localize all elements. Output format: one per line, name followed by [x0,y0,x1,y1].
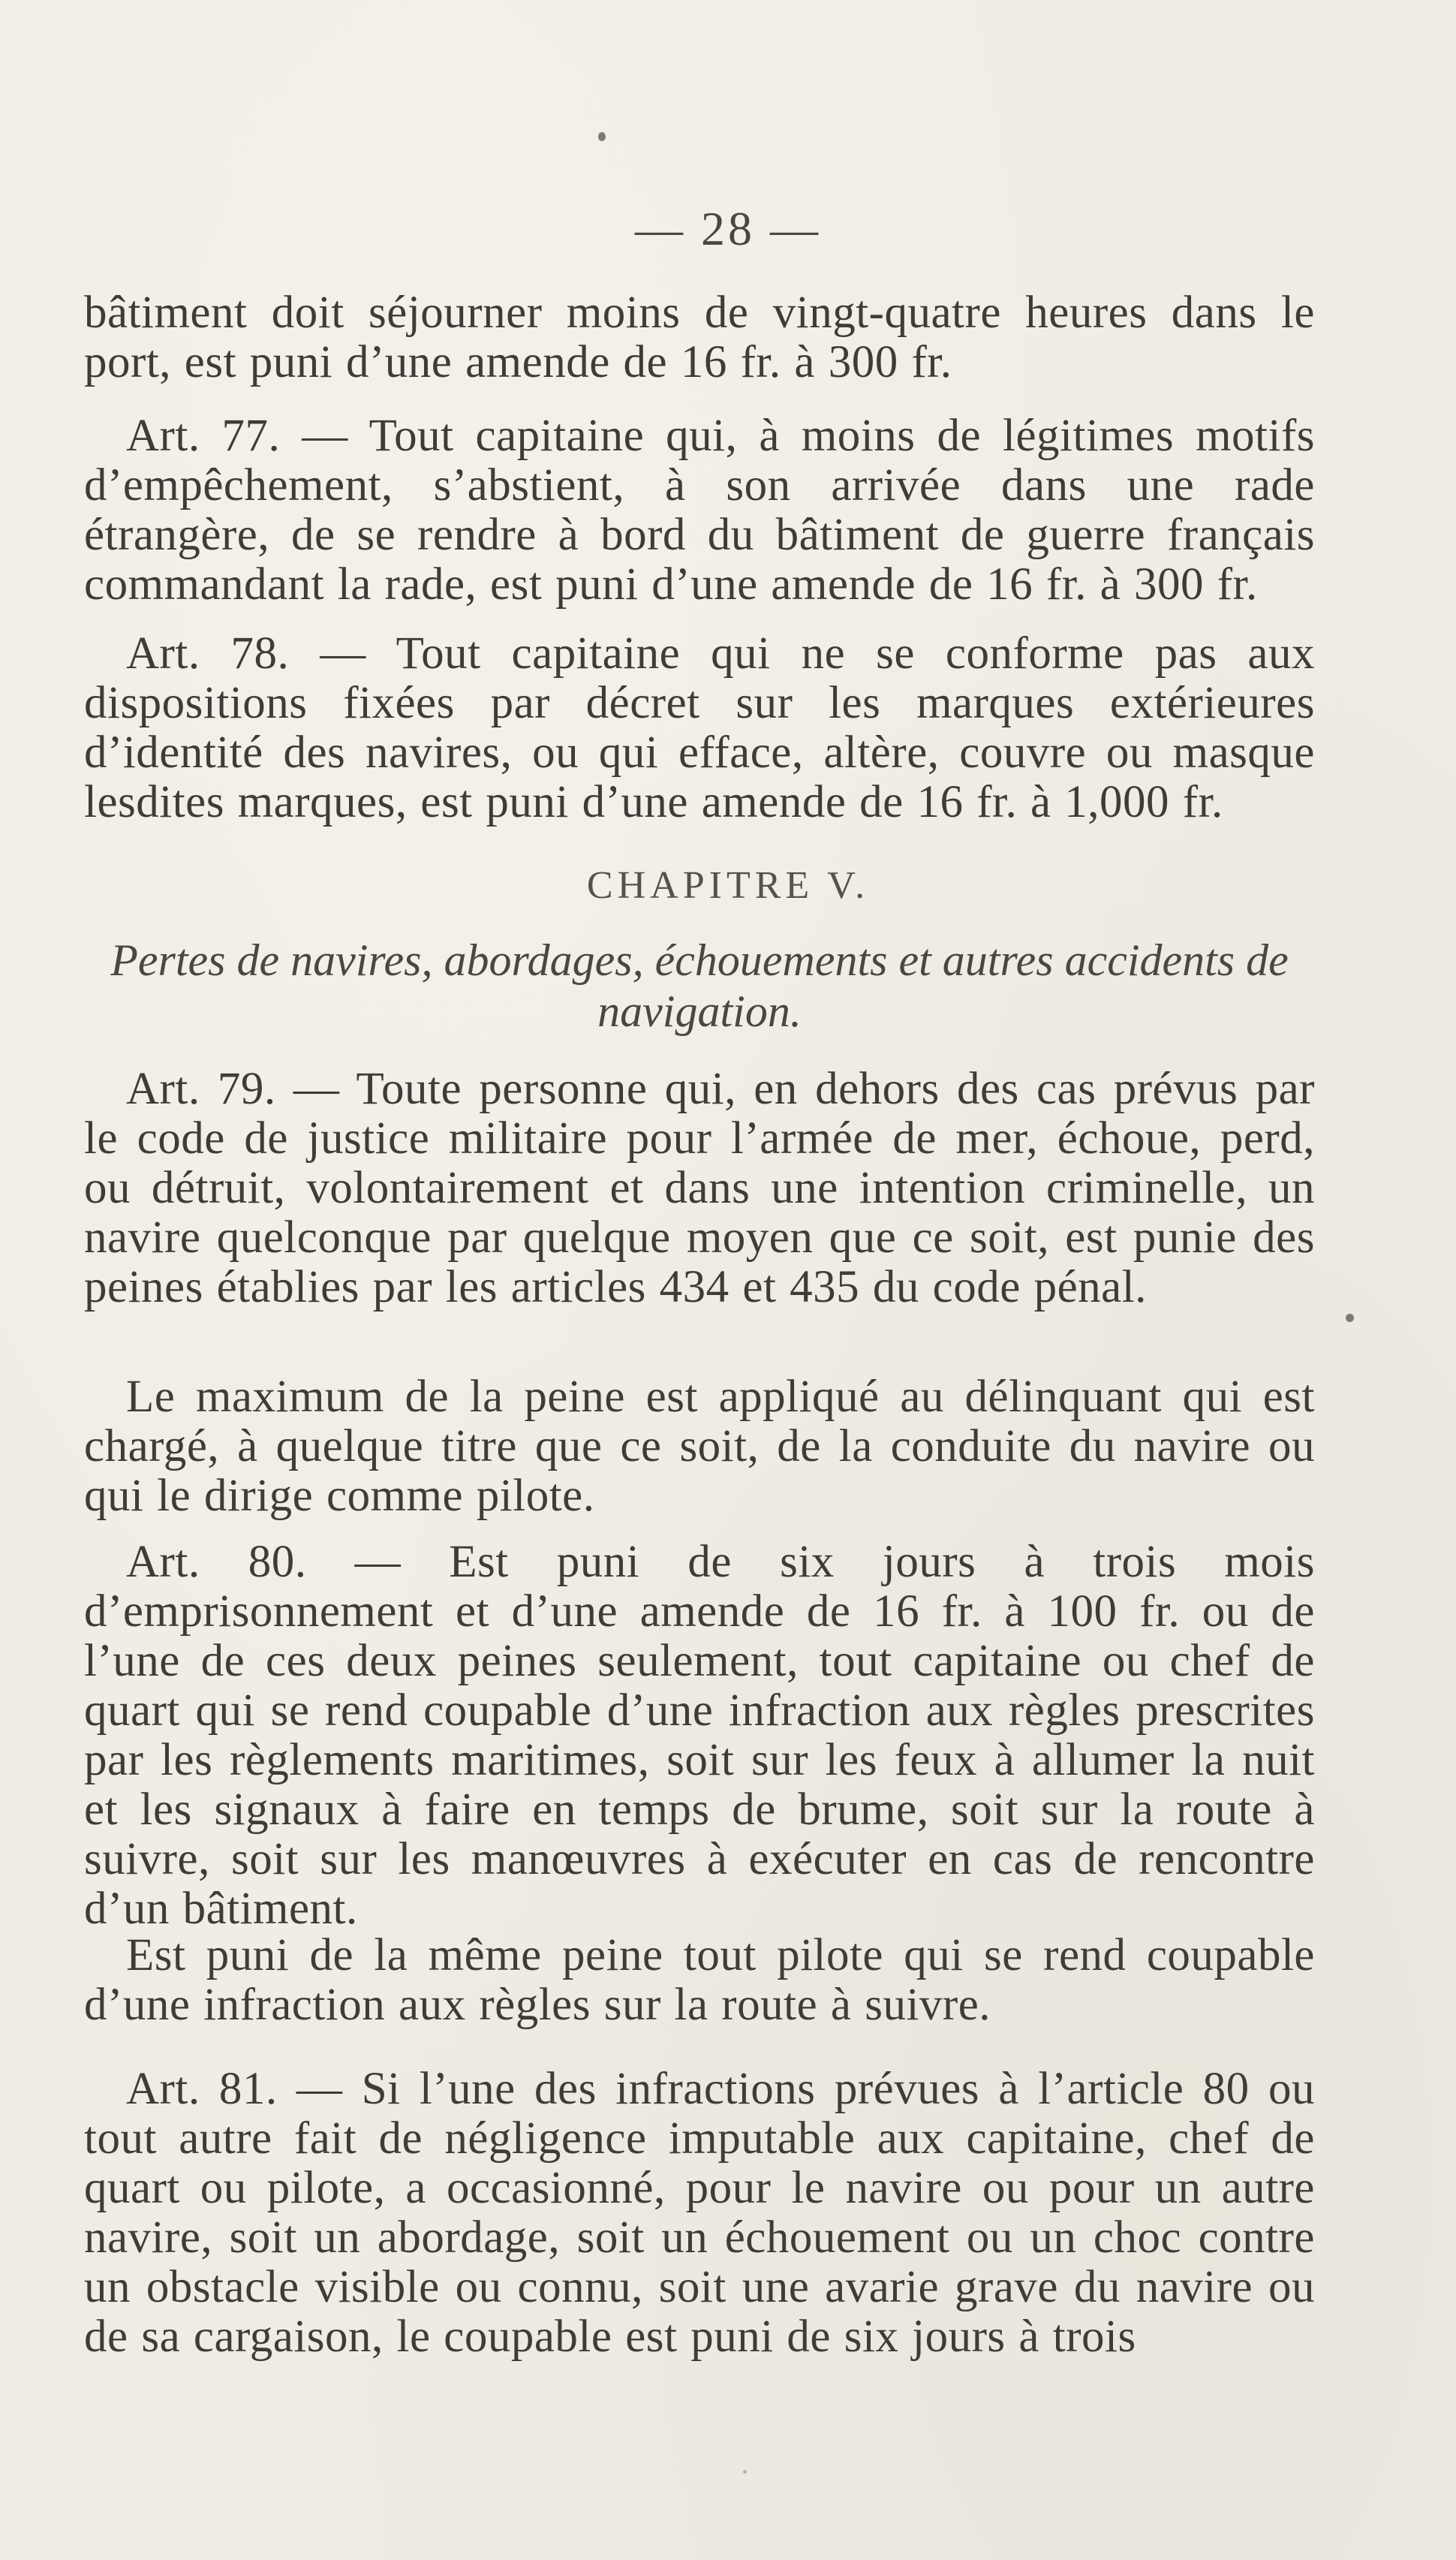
ink-speck [1346,1314,1354,1322]
ink-speck [743,2470,747,2474]
paragraph-art80-second: Est puni de la même peine tout pilote qui se rend coupable d’une infraction aux règles sur la route à suivre. [84,1930,1315,2030]
chapter-title: CHAPITRE V. [586,864,870,907]
paragraph-art79-second: Le maximum de la peine est appliqué au délinquant qui est chargé, à quelque titre que ce soit, de la conduite du navire ou qui le dirige comme pilote. [84,1372,1315,1521]
chapter-subtitle: Pertes de navires, abordages, échouements et autres accidents de navigation. [110,935,1289,1036]
paragraph-art78: Art. 78. — Tout capitaine qui ne se conforme pas aux dispositions fixées par décret sur les marques extérieures d’identité des navires, ou qui efface, altère, couvre ou masque lesdites marques, est puni d’une amende de 16 fr. à 1,000 fr. [84,628,1315,827]
paragraph-art76-end: bâtiment doit séjourner moins de vingt-quatre heures dans le port, est puni d’une amende de 16 fr. à 300 fr. [84,288,1315,387]
paragraph-art80: Art. 80. — Est puni de six jours à trois mois d’emprisonnement et d’une amende de 16 fr. à 100 fr. ou de l’une de ces deux peines seulement, tout capitaine ou chef de quart qui se rend coupable d’une infraction aux règles prescrites par les règlements maritimes, soit sur les feux à allumer la nuit et les signaux à faire en temps de brume, soit sur la route à suivre, soit sur les manœuvres à exécuter en cas de rencontre d’un bâtiment. [84,1537,1315,1934]
paragraph-art81: Art. 81. — Si l’une des infractions prévues à l’article 80 ou tout autre fait de négligence imputable aux capitaine, chef de quart ou pilote, a occasionné, pour le navire ou pour un autre navire, soit un abordage, soit un échouement ou un choc contre un obstacle visible ou connu, soit une avarie grave du navire ou de sa cargaison, le coupable est puni de six jours à trois [84,2064,1315,2362]
paragraph-art77: Art. 77. — Tout capitaine qui, à moins de légitimes motifs d’empêchement, s’abstient, à son arrivée dans une rade étrangère, de se rendre à bord du bâtiment de guerre français commandant la rade, est puni d’une amende de 16 fr. à 300 fr. [84,411,1315,610]
paragraph-art79: Art. 79. — Toute personne qui, en dehors des cas prévus par le code de justice militaire pour l’armée de mer, échoue, perd, ou détruit, volontairement et dans une intention criminelle, un navire quelconque par quelque moyen que ce soit, est punie des peines établies par les articles 434 et 435 du code pénal. [84,1064,1315,1312]
page-number: — 28 — [635,202,821,255]
ink-speck [598,132,606,141]
